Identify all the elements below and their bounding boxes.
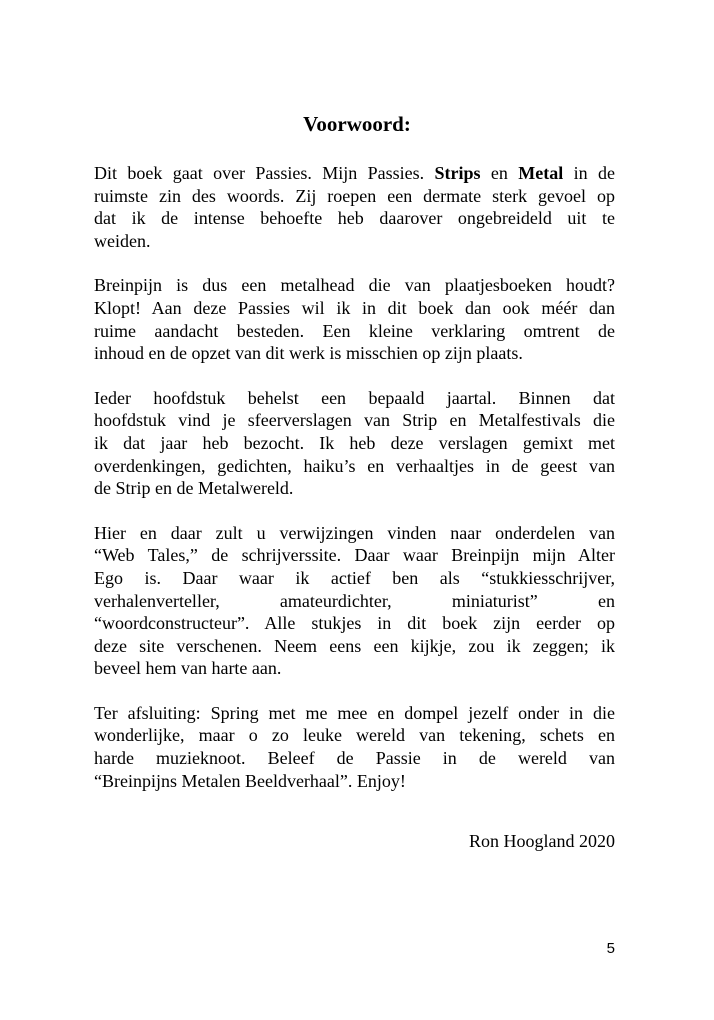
text-run: Ego is. Daar waar ik actief ben als “stukkiesschrijver, <box>94 567 615 588</box>
text-run: Ieder hoofdstuk behelst een bepaald jaartal. Binnen dat <box>94 387 615 408</box>
text-run: ik dat jaar heb bezocht. Ik heb deze verslagen gemixt met <box>94 432 615 453</box>
text-run: ruimste zin des woords. Zij roepen een dermate sterk gevoel op <box>94 185 615 206</box>
text-line <box>94 207 615 230</box>
text-run: weiden. <box>94 230 151 251</box>
text-run: inhoud en de opzet van dit werk is misschien op zijn plaats. <box>94 343 523 364</box>
text-run: beveel hem van harte aan. <box>94 658 282 679</box>
text-run: dat ik de intense behoefte heb daarover ongebreideld uit te <box>94 208 615 229</box>
text-line <box>94 544 615 567</box>
bold-term: Metal <box>518 163 564 183</box>
text-line <box>94 657 615 680</box>
text-line <box>94 297 615 320</box>
text-line <box>94 455 615 478</box>
paragraph <box>94 162 615 252</box>
text-run: in de <box>563 163 615 183</box>
paragraph <box>94 387 615 500</box>
text-run: Hier en daar zult u verwijzingen vinden naar onderdelen van <box>94 522 615 543</box>
text-run: deze site verschenen. Neem eens een kijkje, zou ik zeggen; ik <box>94 635 615 656</box>
text-line <box>94 477 615 500</box>
text-line <box>94 342 615 365</box>
text-line <box>94 724 615 747</box>
text-run: overdenkingen, gedichten, haiku’s en verhaaltjes in de geest van <box>94 455 615 476</box>
text-run: harde muzieknoot. Beleef de Passie in de wereld van <box>94 748 615 769</box>
foreword-body <box>94 162 615 814</box>
text-line <box>94 274 615 297</box>
text-line <box>94 409 615 432</box>
text-line <box>94 747 615 770</box>
text-run: hoofdstuk vind je sfeerverslagen van Strip en Metalfestivals die <box>94 410 615 431</box>
text-line <box>94 522 615 545</box>
text-line <box>94 770 615 793</box>
text-run: “woordconstructeur”. Alle stukjes in dit boek zijn eerder op <box>94 613 615 634</box>
text-run: “Web Tales,” de schrijverssite. Daar waar Breinpijn mijn Alter <box>94 545 615 566</box>
text-run: Dit boek gaat over Passies. Mijn Passies. <box>94 163 435 183</box>
text-run: Ter afsluiting: Spring met me mee en dompel jezelf onder in die <box>94 702 615 723</box>
text-line <box>94 590 615 613</box>
text-line <box>94 320 615 343</box>
page-number: 5 <box>606 940 615 957</box>
paragraph <box>94 702 615 792</box>
text-line <box>94 702 615 725</box>
paragraph <box>94 274 615 364</box>
text-line <box>94 567 615 590</box>
text-run: verhalenverteller, amateurdichter, miniaturist” en <box>94 590 615 611</box>
text-run: ruime aandacht besteden. Een kleine verklaring omtrent de <box>94 320 615 341</box>
text-line <box>94 432 615 455</box>
text-run: Breinpijn is dus een metalhead die van plaatjesboeken houdt? <box>94 275 615 296</box>
text-line <box>94 162 615 185</box>
author-signature: Ron Hoogland 2020 <box>469 831 615 851</box>
text-run: “Breinpijns Metalen Beeldverhaal”. Enjoy! <box>94 770 406 791</box>
text-line <box>94 635 615 658</box>
text-line <box>94 185 615 208</box>
text-run: en <box>480 163 519 183</box>
text-run: wonderlijke, maar o zo leuke wereld van tekening, schets en <box>94 725 615 746</box>
text-run: Klopt! Aan deze Passies wil ik in dit boek dan ook méér dan <box>94 297 615 318</box>
text-line <box>94 387 615 410</box>
text-run: de Strip en de Metalwereld. <box>94 478 294 499</box>
page-title: Voorwoord: <box>303 112 411 136</box>
paragraph <box>94 522 615 680</box>
text-line <box>94 612 615 635</box>
bold-term: Strips <box>434 163 481 183</box>
text-line <box>94 230 615 253</box>
